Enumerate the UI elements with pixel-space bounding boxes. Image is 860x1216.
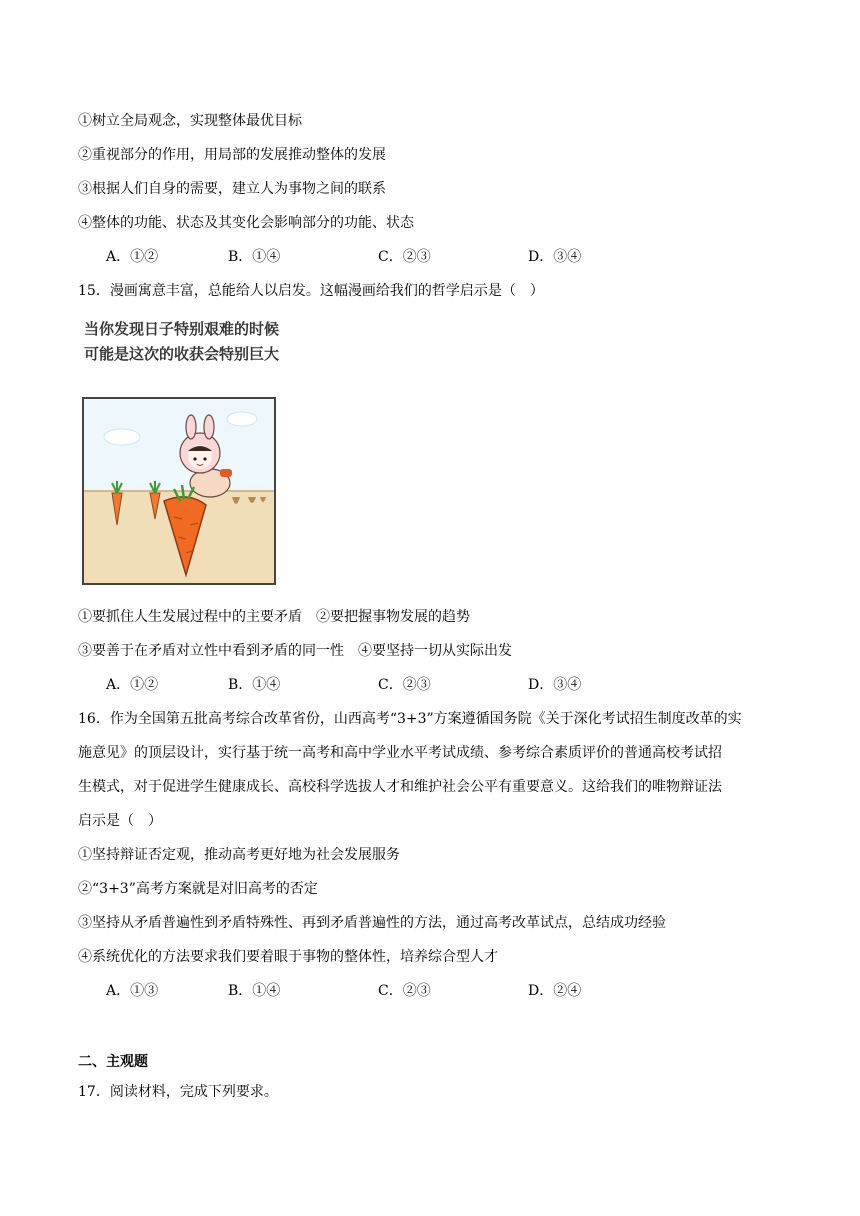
q16-stem-line-2: 施意见》的顶层设计，实行基于统一高考和高中学业水平考试成绩、参考综合素质评价的普通高校考试招 bbox=[78, 745, 722, 761]
q15-option-c[interactable]: C．②③ bbox=[378, 677, 431, 693]
comic-caption-line-2: 可能是这次的收获会特别巨大 bbox=[84, 345, 280, 363]
q16-option-a[interactable]: A．①③ bbox=[106, 983, 159, 999]
q15-option-d[interactable]: D．③④ bbox=[528, 677, 582, 693]
q14-option-c[interactable]: C．②③ bbox=[378, 249, 431, 265]
q16-statement-4: ④系统优化的方法要求我们要着眼于事物的整体性，培养综合型人才 bbox=[78, 949, 498, 965]
q16-stem-line-1: 16．作为全国第五批高考综合改革省份，山西高考“3+3”方案遵循国务院《关于深化考试招生制度改革的实 bbox=[78, 711, 742, 727]
q14-statement-2: ②重视部分的作用，用局部的发展推动整体的发展 bbox=[78, 147, 386, 163]
q14-statement-1: ①树立全局观念，实现整体最优目标 bbox=[78, 113, 302, 129]
q16-statement-1: ①坚持辩证否定观，推动高考更好地为社会发展服务 bbox=[78, 847, 400, 863]
q16-option-c[interactable]: C．②③ bbox=[378, 983, 431, 999]
q17-stem: 17．阅读材料，完成下列要求。 bbox=[78, 1084, 278, 1100]
q16-stem-line-3: 生模式，对于促进学生健康成长、高校科学选拔人才和维护社会公平有重要意义。这给我们的唯物辩证法 bbox=[78, 779, 722, 795]
q14-statement-3: ③根据人们自身的需要，建立人为事物之间的联系 bbox=[78, 181, 386, 197]
q14-statement-4: ④整体的功能、状态及其变化会影响部分的功能、状态 bbox=[78, 215, 414, 231]
q15-option-b[interactable]: B．①④ bbox=[228, 677, 281, 693]
q15-statement-2: ③要善于在矛盾对立性中看到矛盾的同一性 ④要坚持一切从实际出发 bbox=[78, 643, 512, 659]
q15-statement-1: ①要抓住人生发展过程中的主要矛盾 ②要把握事物发展的趋势 bbox=[78, 609, 470, 625]
q16-statement-3: ③坚持从矛盾普遍性到矛盾特殊性、再到矛盾普遍性的方法，通过高考改革试点，总结成功经验 bbox=[78, 915, 666, 931]
q15-stem: 15．漫画寓意丰富，总能给人以启发。这幅漫画给我们的哲学启示是（ ） bbox=[78, 283, 544, 299]
comic-caption-line-1: 当你发现日子特别艰难的时候 bbox=[84, 320, 280, 338]
carrot-comic-image bbox=[82, 397, 276, 585]
q14-option-d[interactable]: D．③④ bbox=[528, 249, 582, 265]
section-heading: 二、主观题 bbox=[78, 1054, 148, 1070]
q16-option-b[interactable]: B．①④ bbox=[228, 983, 281, 999]
q14-option-b[interactable]: B．①④ bbox=[228, 249, 281, 265]
q16-stem-line-4: 启示是（ ） bbox=[78, 813, 162, 829]
q15-option-a[interactable]: A．①② bbox=[106, 677, 159, 693]
q14-option-a[interactable]: A．①② bbox=[106, 249, 159, 265]
q16-statement-2: ②“3+3”高考方案就是对旧高考的否定 bbox=[78, 881, 318, 897]
q16-option-d[interactable]: D．②④ bbox=[528, 983, 582, 999]
